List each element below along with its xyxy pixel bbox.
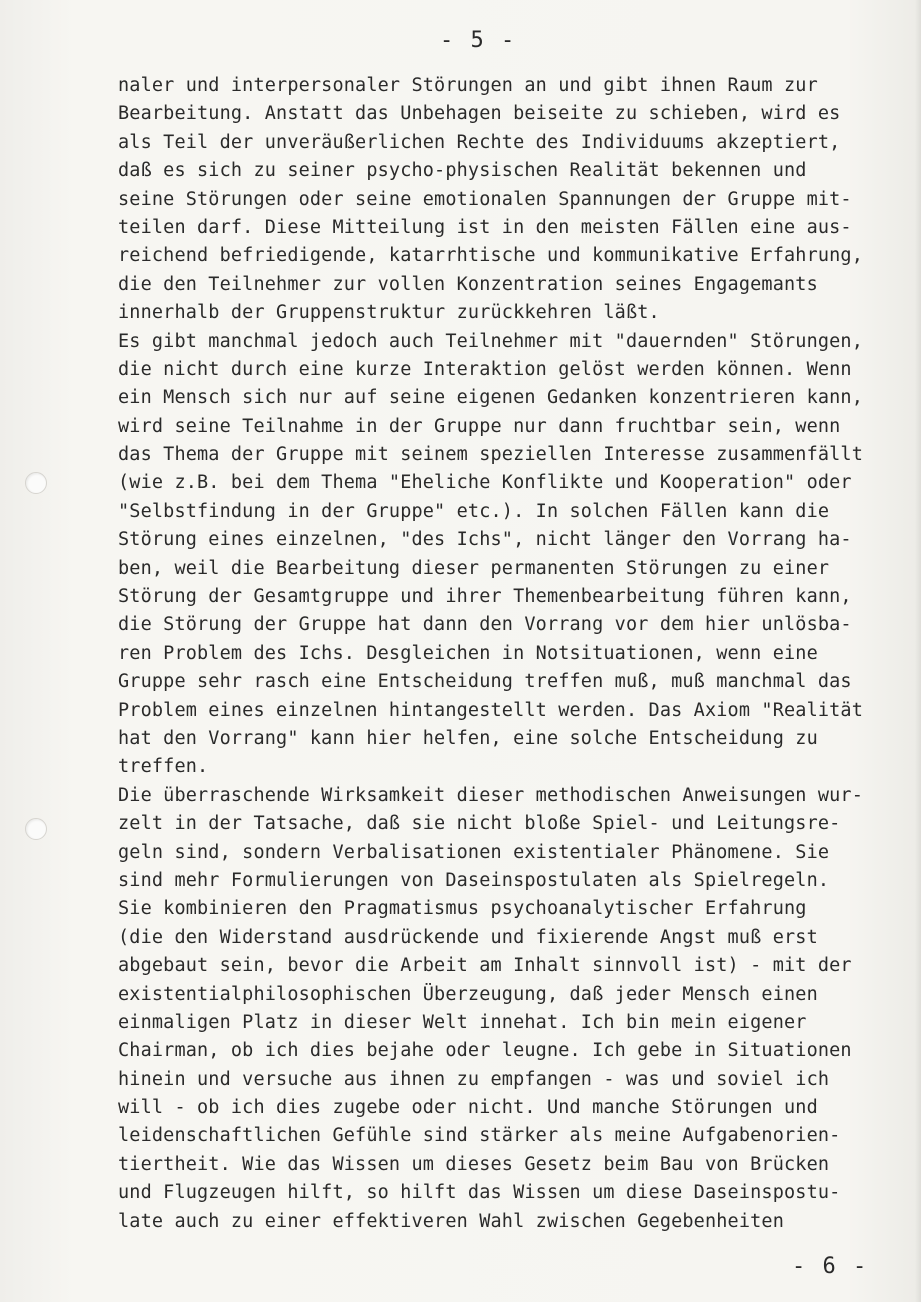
body-text (118, 72, 888, 1236)
page-edge-shadow (915, 0, 921, 1302)
text-line: Störung eines einzelnen, "des Ichs", nicht länger den Vorrang ha- (118, 529, 852, 551)
text-line: als Teil der unveräußerlichen Rechte des Individuums akzeptiert, (118, 131, 841, 153)
punch-hole-icon (25, 472, 47, 494)
text-line: wird seine Teilnahme in der Gruppe nur dann fruchtbar sein, wenn (118, 415, 841, 437)
text-line: die den Teilnehmer zur vollen Konzentration seines Engagemants (118, 273, 818, 295)
text-line: tiertheit. Wie das Wissen um dieses Gesetz beim Bau von Brücken (118, 1153, 830, 1175)
text-line: sind mehr Formulierungen von Daseinspostulaten als Spielregeln. (118, 869, 830, 891)
text-line: Gruppe sehr rasch eine Entscheidung treffen muß, muß manchmal das (118, 671, 852, 693)
text-line: treffen. (118, 756, 209, 778)
text-line: die nicht durch eine kurze Interaktion gelöst werden können. Wenn (118, 358, 852, 380)
text-line: hinein und versuche aus ihnen zu empfangen - was und soviel ich (118, 1068, 830, 1090)
text-line: teilen darf. Diese Mitteilung ist in den meisten Fällen eine aus- (118, 216, 852, 238)
text-line: existentialphilosophischen Überzeugung, daß jeder Mensch einen (118, 983, 818, 1005)
text-line: daß es sich zu seiner psycho-physischen Realität bekennen und (118, 160, 807, 182)
text-line: innerhalb der Gruppenstruktur zurückkehren läßt. (118, 302, 660, 324)
text-line: will - ob ich dies zugebe oder nicht. Und manche Störungen und (118, 1097, 818, 1119)
text-line: "Selbstfindung in der Gruppe" etc.). In solchen Fällen kann die (118, 500, 830, 522)
text-line: ein Mensch sich nur auf seine eigenen Gedanken konzentrieren kann, (118, 387, 864, 409)
text-line: reichend befriedigende, katarrhtische und kommunikative Erfahrung, (118, 245, 864, 267)
punch-hole-icon (25, 818, 47, 840)
text-line: Es gibt manchmal jedoch auch Teilnehmer mit "dauernden" Störungen, (118, 330, 864, 352)
text-line: ben, weil die Bearbeitung dieser permanenten Störungen zu einer (118, 557, 830, 579)
text-line: geln sind, sondern Verbalisationen existentialer Phänomene. Sie (118, 841, 830, 863)
text-line: (wie z.B. bei dem Thema "Eheliche Konflikte und Kooperation" oder (118, 472, 852, 494)
page-number: - 5 - (440, 28, 517, 53)
text-line: Störung der Gesamtgruppe und ihrer Themenbearbeitung führen kann, (118, 586, 852, 608)
text-line: ren Problem des Ichs. Desgleichen in Notsituationen, wenn eine (118, 642, 818, 664)
text-line: leidenschaftlichen Gefühle sind stärker als meine Aufgabenorien- (118, 1125, 841, 1147)
text-line: naler und interpersonaler Störungen an und gibt ihnen Raum zur (118, 75, 818, 96)
text-line: hat den Vorrang" kann hier helfen, eine solche Entscheidung zu (118, 727, 818, 749)
text-line: Die überraschende Wirksamkeit dieser methodischen Anweisungen wur- (118, 784, 864, 806)
text-line: Problem eines einzelnen hintangestellt werden. Das Axiom "Realität (118, 699, 864, 721)
text-line: das Thema der Gruppe mit seinem speziellen Interesse zusammenfällt (118, 444, 864, 466)
text-line: late auch zu einer effektiveren Wahl zwischen Gegebenheiten (118, 1210, 784, 1232)
text-line: die Störung der Gruppe hat dann den Vorrang vor dem hier unlösba- (118, 614, 852, 636)
text-line: Bearbeitung. Anstatt das Unbehagen beiseite zu schieben, wird es (118, 103, 841, 125)
text-line: einmaligen Platz in dieser Welt innehat. Ich bin mein eigener (118, 1011, 807, 1033)
text-line: Sie kombinieren den Pragmatismus psychoanalytischer Erfahrung (118, 898, 807, 920)
text-line: Chairman, ob ich dies bejahe oder leugne. Ich gebe in Situationen (118, 1040, 852, 1062)
text-line: abgebaut sein, bevor die Arbeit am Inhalt sinnvoll ist) - mit der (118, 955, 852, 977)
text-line: zelt in der Tatsache, daß sie nicht bloße Spiel- und Leitungsre- (118, 813, 841, 835)
text-line: (die den Widerstand ausdrückende und fixierende Angst muß erst (118, 926, 818, 948)
text-line: seine Störungen oder seine emotionalen Spannungen der Gruppe mit- (118, 188, 852, 210)
text-line: und Flugzeugen hilft, so hilft das Wissen um diese Daseinspostu- (118, 1182, 841, 1204)
next-page-marker: - 6 - (792, 1254, 869, 1279)
